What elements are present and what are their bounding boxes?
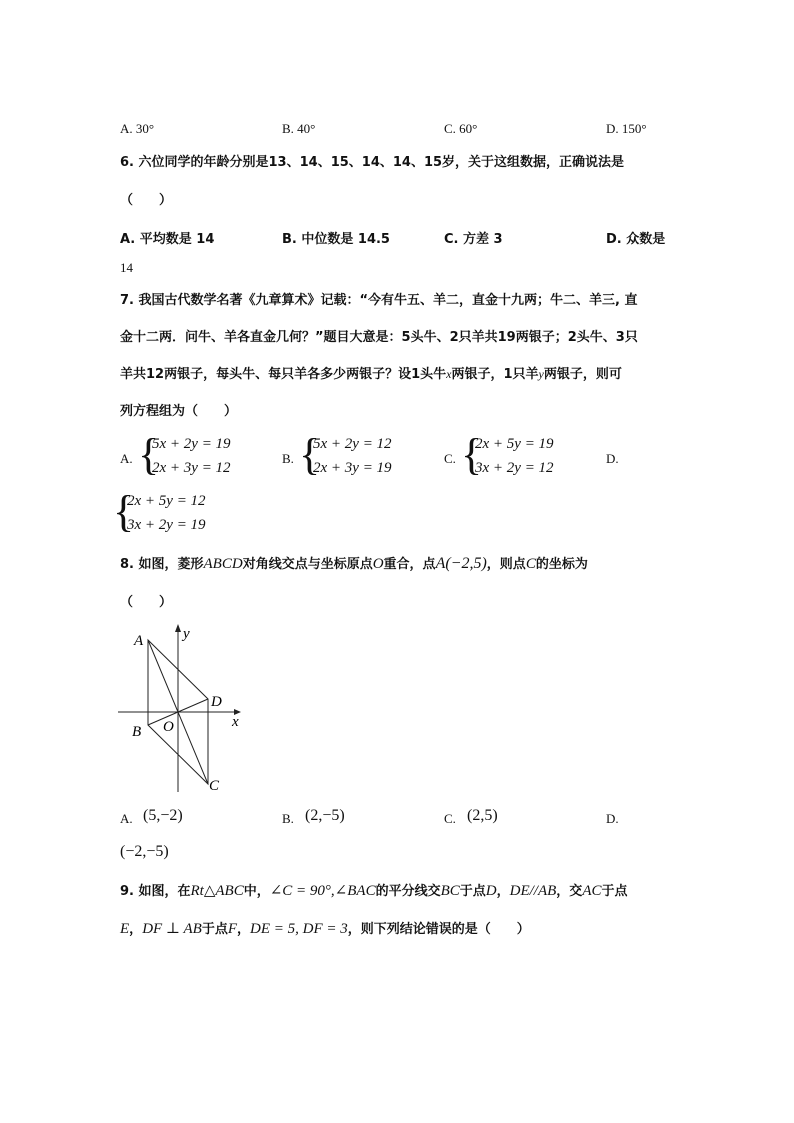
- q7-var-x: x: [446, 367, 452, 381]
- q6-option-d: D. 众数是: [606, 232, 666, 247]
- q7-line-3a: 羊共12两银子，每头牛、每只羊各多少两银子？设1头牛: [120, 367, 447, 382]
- q9-s9: 于点: [201, 922, 228, 937]
- q7-option-b-eq1: 5x + 2y = 12: [313, 436, 392, 452]
- q8-stem-e: 的坐标为: [535, 557, 588, 572]
- q9-f: F: [227, 921, 238, 937]
- q5-option-a: A. 30°: [120, 121, 155, 136]
- q9-df-ab: DF ⊥ AB: [142, 921, 202, 937]
- label-c: C: [209, 778, 220, 794]
- q7-line-2: 金十二两．问牛、羊各直金几何？”题目大意是：5头牛、2只羊共19两银子；2头牛、3只: [120, 330, 638, 345]
- q9-vals: DE = 5, DF = 3: [250, 921, 348, 937]
- q9-s10: ，: [237, 922, 251, 937]
- q7-option-d-brace: {: [113, 487, 135, 536]
- q9-de-ab: DE//AB: [509, 883, 557, 899]
- q5-option-b: B. 40°: [282, 121, 316, 136]
- q9-bc: BC: [440, 883, 460, 899]
- q5-option-d: D. 150°: [606, 121, 647, 136]
- q8-stem-d: ，则点: [486, 557, 526, 572]
- q9-d: D: [485, 883, 497, 899]
- q6-option-c: C. 方差 3: [444, 232, 503, 247]
- q8-option-c: (2,5): [467, 807, 498, 824]
- q8-stem: [120, 553, 588, 573]
- q6-option-b: B. 中位数是 14.5: [282, 232, 390, 247]
- q8-option-a-label: A.: [120, 811, 133, 826]
- q7-option-b-brace: {: [299, 430, 321, 479]
- q7-option-c-brace: {: [461, 430, 483, 479]
- q8-stem-a: 8. 如图，菱形: [120, 557, 204, 572]
- q9-s8: ，: [129, 922, 143, 937]
- q7-option-a-eq1: 5x + 2y = 19: [152, 436, 231, 452]
- q8-o: O: [372, 556, 384, 572]
- q7-option-d-eq2: 3x + 2y = 19: [127, 517, 206, 533]
- q7-option-a-brace: {: [138, 430, 160, 479]
- q9-s6: ，交: [556, 884, 583, 899]
- q8-option-a: (5,−2): [143, 807, 183, 824]
- q7-option-a-eq2: 2x + 3y = 12: [152, 460, 231, 476]
- q7-option-d-eq1: 2x + 5y = 12: [127, 493, 206, 509]
- q8-stem-c: 重合，点: [383, 557, 436, 572]
- q9-s7: 于点: [601, 884, 628, 899]
- q9-s1: 9. 如图，在: [120, 884, 191, 899]
- q8-stem-b: 对角线交点与坐标原点: [242, 557, 373, 572]
- rhombus-figure: [110, 620, 250, 800]
- q8-option-d-label: D.: [606, 811, 619, 826]
- label-d: D: [211, 694, 222, 710]
- q7-option-c-label: C.: [444, 451, 456, 466]
- q9-rt: Rt△ABC: [190, 883, 244, 899]
- q8-answer-paren: （ ）: [120, 595, 173, 610]
- q5-option-c: C. 60°: [444, 121, 478, 136]
- q8-option-c-label: C.: [444, 811, 456, 826]
- q9-line-2: [120, 918, 530, 938]
- q7-option-a-label: A.: [120, 451, 133, 466]
- q7-option-c-eq1: 2x + 5y = 19: [475, 436, 554, 452]
- q7-option-b-label: B.: [282, 451, 294, 466]
- q8-point-a: A(−2,5): [435, 555, 487, 572]
- q7-option-c-eq2: 3x + 2y = 12: [475, 460, 554, 476]
- q7-line-3: [120, 363, 622, 382]
- label-a: A: [134, 633, 144, 649]
- q9-s11: ，则下列结论错误的是（ ）: [347, 922, 530, 937]
- q7-line-1: 7. 我国古代数学名著《九章算术》记载：“今有牛五、羊二，直金十九两；牛二、羊三, 直: [120, 293, 638, 308]
- q8-option-d: (−2,−5): [120, 843, 169, 860]
- q6-stem: 6. 六位同学的年龄分别是13、14、15、14、14、15岁，关于这组数据，正确说法是: [120, 155, 625, 170]
- q9-s3: 的平分线交: [375, 884, 441, 899]
- label-o: O: [163, 719, 174, 735]
- q6-option-d-cont: 14: [120, 260, 133, 275]
- label-b: B: [132, 724, 142, 740]
- q9-s5: ，: [496, 884, 510, 899]
- q7-line-3c: 两银子，则可: [543, 367, 622, 382]
- q6-option-a: A. 平均数是 14: [120, 232, 215, 247]
- q7-var-y: y: [538, 367, 544, 381]
- q8-option-b-label: B.: [282, 811, 294, 826]
- q9-angle: ∠C = 90°,∠BAC: [269, 883, 376, 899]
- q8-c: C: [525, 556, 536, 572]
- y-axis-arrow: [175, 624, 181, 632]
- q9-s2: 中，: [243, 884, 270, 899]
- q7-line-3b: 两银子，1只羊: [451, 367, 539, 382]
- q6-answer-paren: （ ）: [120, 193, 173, 208]
- label-y: y: [183, 626, 190, 642]
- q9-line-1: [120, 880, 628, 900]
- q7-option-d-label: D.: [606, 451, 619, 466]
- q8-option-b: (2,−5): [305, 807, 345, 824]
- q9-e: E: [120, 921, 130, 937]
- q7-option-b-eq2: 2x + 3y = 19: [313, 460, 392, 476]
- q9-s4: 于点: [459, 884, 486, 899]
- q9-ac: AC: [582, 883, 602, 899]
- q7-line-4: 列方程组为（ ）: [120, 404, 238, 419]
- q8-abcd: ABCD: [203, 556, 243, 572]
- label-x: x: [232, 714, 239, 730]
